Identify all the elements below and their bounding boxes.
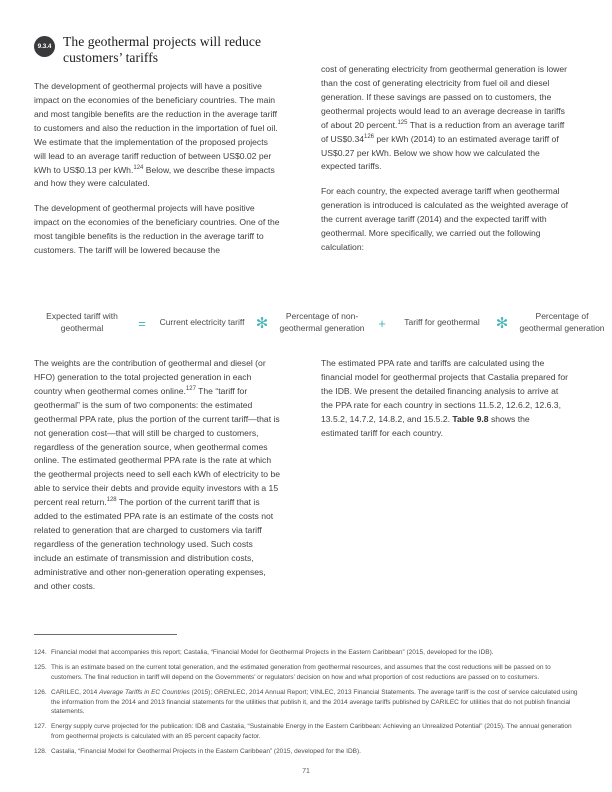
- equals-operator-icon: =: [138, 315, 146, 331]
- paragraph: [34, 357, 281, 594]
- footnote-ref-126[interactable]: 126: [364, 133, 375, 140]
- paragraph-text: The estimated PPA rate and tariffs are calculated using the financial model for geothermal projects that Castalia prepared for the IDB. We present the detailed financing analysis to arrive at the PPA rate for each country in sections 11.5.2, 12.6.2, 12.6.3, 13.5.2, 14.7.2, 14.8.2, and 15.5.2.: [321, 358, 568, 424]
- formula-term-current-tariff: Current electricity tariff: [159, 317, 245, 328]
- paragraph: [34, 80, 281, 191]
- paragraph-text-cont: Below, we describe these impacts and how they were calculated.: [34, 164, 275, 189]
- page-number: 71: [302, 768, 310, 775]
- table-reference[interactable]: Table 9.8: [452, 413, 489, 424]
- footnote-text: Energy supply curve projected for the publication: IDB and Castalia, “Sustainable Energy in the Eastern Caribbean: Achieving an Unrealized Potential” (2015). The annual generation from geothermal projects is calculated with an 85 percent capacity factor.: [51, 723, 572, 741]
- paragraph-text-cont: shows the estimated tariff for each country.: [321, 413, 530, 438]
- paragraph: [321, 63, 568, 174]
- footnote-number: 126.: [34, 688, 47, 696]
- paragraph: [321, 357, 568, 441]
- footnote-number: 124.: [34, 649, 47, 656]
- footnote-ref-128[interactable]: 128: [106, 497, 117, 504]
- footnote-text-post: (2015); GRENLEC, 2014 Annual Report; VINLEC, 2013 Financial Statements. The average tariff is the cost of service calculated using the information from the 2014 and 2013 financial statements for the utilities that publish it, and the 2014 average tariffs published by CARILEC for utilities that do not publish financial statements.: [51, 688, 578, 716]
- multiply-operator-icon-2: ✻: [495, 314, 509, 332]
- paragraph: For each country, the expected average tariff when geothermal generation is introduced is calculated as the weighted average of the current average tariff (2014) and the expected tariff with geothermal. More specifically, we carried out the following calculation:: [321, 186, 568, 253]
- multiply-operator-icon-1: ✻: [255, 314, 269, 332]
- left-column-bottom: [34, 357, 281, 594]
- footnote-number: 125.: [34, 663, 47, 671]
- paragraph-text-cont: That is a reduction from an average tariff of US$0.34: [321, 119, 565, 144]
- footnote-item: [34, 663, 578, 683]
- paragraph: The development of geothermal projects will have positive impact on the economies of the beneficiary countries. One of the most tangible benefits is the reduction in the average tariff to customers. The tariff will be lowered because the: [34, 203, 280, 256]
- footnote-title-italic: Average Tariffs in EC Countries: [99, 688, 190, 696]
- footnote-text: This is an estimate based on the current total generation, and the estimated generation from geothermal resources, and assumes that the cost reductions will be passed on to customers. The final reduction in tariff will depend on the Governments’ or regulators’ decision on how and what proportion of cost reductions are passed on to costumers.: [51, 663, 551, 681]
- footnote-number: 128.: [34, 748, 47, 755]
- footnote-text: Castalia, “Financial Model for Geothermal Projects in the Eastern Caribbean” (2015, developed for the IDB).: [51, 748, 361, 755]
- footnote-ref-127[interactable]: 127: [185, 385, 196, 392]
- formula-term-tariff-geothermal: Tariff for geothermal: [404, 317, 480, 328]
- plus-operator-icon: +: [378, 315, 386, 331]
- formula-term-pct-non-geothermal: Percentage of non-geothermal generation: [279, 311, 365, 333]
- footnote-ref-124[interactable]: 124: [133, 164, 144, 171]
- section-number-badge: 9.3.4: [34, 36, 55, 57]
- footnote-item: [34, 747, 578, 757]
- paragraph-text-cont2: The portion of the current tariff that is added to the estimated PPA rate is an estimate of the costs not related to generation that are charged to customers via tariff regardless of the generation technology used. Such costs include an estimate of transmission and distribution costs, administrative and other non-generation operating expenses, and other costs.: [34, 497, 274, 591]
- left-column-top: [34, 80, 281, 258]
- footnote-text: [51, 688, 578, 718]
- footnote-item: [34, 722, 578, 742]
- formula-term-pct-geothermal: Percentage of geothermal generation: [519, 311, 605, 333]
- formula-term-expected-tariff: Expected tariff with geothermal: [46, 311, 118, 333]
- right-column-bottom: [321, 357, 568, 441]
- footnote-item: [34, 688, 578, 718]
- footnote-ref-125[interactable]: 125: [397, 119, 408, 126]
- footnote-separator: [34, 634, 177, 635]
- footnotes-list: [34, 648, 578, 762]
- paragraph-text-cont2: per kWh (2014) to an estimated average tariff of US$0.27 per kWh. Below we show how we calculated the expected tariffs.: [321, 133, 559, 172]
- footnote-item: [34, 648, 578, 658]
- paragraph-text-cont: The “tariff for geothermal” is the sum of two components: the estimated geothermal PPA rate, plus the portion of the current tariff—that is not generation cost—that will still be charged to customers, regardless of the generation source, when geothermal comes online. The estimated geothermal PPA rate is the rate at which the geothermal projects need to sell each kWh of electricity to be able to service their debts and provide equity investors with a 15 percent real return.: [34, 385, 281, 508]
- footnote-number: 127.: [34, 723, 47, 731]
- paragraph-text: The weights are the contribution of geothermal and diesel (or HFO) generation to the total projected generation in each country when geothermal comes online.: [34, 358, 266, 396]
- right-column-top: [321, 63, 568, 255]
- tariff-formula: [34, 300, 605, 346]
- section-heading: [34, 34, 334, 66]
- footnote-text-pre: CARILEC, 2014: [51, 688, 100, 696]
- page-title: The geothermal projects will reduce customers’ tariffs: [63, 34, 262, 66]
- paragraph-text: The development of geothermal projects will have a positive impact on the economies of the beneficiary countries. The main and most tangible benefits are the reduction in the average tariff to customers and also the reduction in the importation of fuel oil. We estimate that the implementation of the proposed projects will lead to an average tariff reduction of between US$0.02 per kWh to US$0.13 per kWh.: [34, 81, 278, 175]
- paragraph-text: cost of generating electricity from geothermal generation is lower than the cost of generating electricity from fuel oil and diesel generation. If these savings are passed on to customers, the geothermal projects would lead to an average decrease in tariffs of about 20 percent.: [321, 64, 567, 130]
- footnote-text: Financial model that accompanies this report; Castalia, “Financial Model for Geothermal Projects in the Eastern Caribbean” (2015, developed for the IDB).: [51, 649, 494, 656]
